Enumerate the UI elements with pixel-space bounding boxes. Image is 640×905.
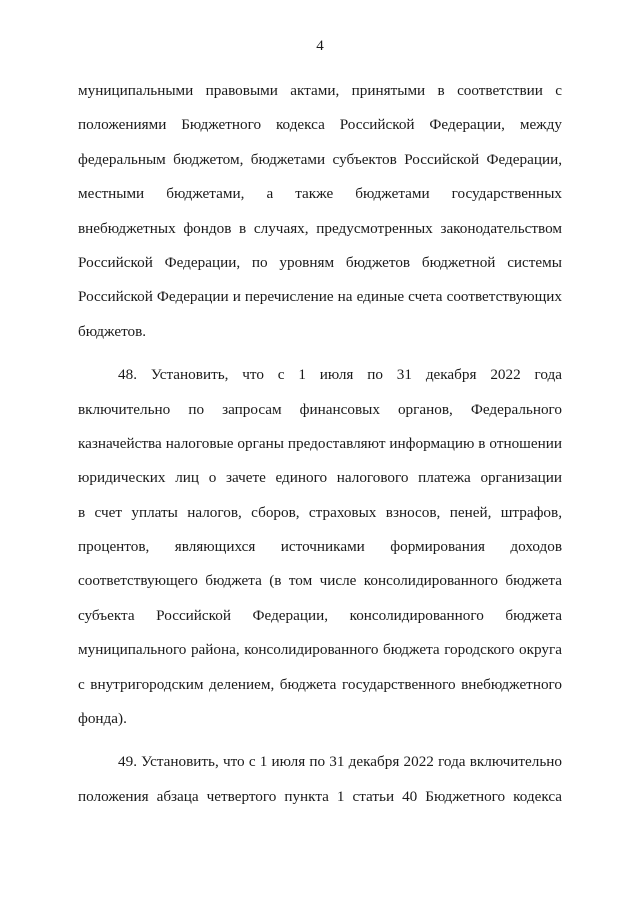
text-line: муниципального района, консолидированного бюджета городского округа	[78, 641, 562, 659]
text-line: 49. Установить, что с 1 июля по 31 декабря 2022 года включительно	[118, 753, 562, 771]
paragraph-gap	[78, 349, 562, 358]
paragraph-gap	[78, 736, 562, 745]
text-line: Российской Федерации, по уровням бюджетов бюджетной системы	[78, 253, 562, 271]
text-line: федеральным бюджетом, бюджетами субъектов Российской Федерации,	[78, 150, 562, 168]
paragraph-item-49	[78, 745, 562, 814]
text-line: положениями Бюджетного кодекса Российской Федерации, между	[78, 116, 562, 134]
text-line: бюджетов.	[78, 322, 147, 340]
text-line: юридических лиц о зачете единого налогового платежа организации	[78, 469, 562, 487]
text-line: с внутригородским делением, бюджета государственного внебюджетного	[78, 675, 562, 693]
text-line: положения абзаца четвертого пункта 1 статьи 40 Бюджетного кодекса	[78, 787, 562, 805]
text-line: в счет уплаты налогов, сборов, страховых взносов, пеней, штрафов,	[78, 503, 562, 521]
paragraph-continuation	[78, 74, 562, 349]
text-line: местными бюджетами, а также бюджетами государственных	[78, 185, 562, 203]
text-line: включительно по запросам финансовых органов, Федерального	[78, 400, 562, 418]
text-line: Российской Федерации и перечисление на единые счета соответствующих	[78, 288, 562, 306]
text-line: казначейства налоговые органы предоставляют информацию в отношении	[78, 434, 562, 452]
text-line: фонда).	[78, 710, 127, 728]
page-number: 4	[316, 38, 324, 54]
text-line: 48. Установить, что с 1 июля по 31 декабря 2022 года	[118, 366, 562, 384]
text-line: внебюджетных фондов в случаях, предусмотренных законодательством	[78, 219, 562, 237]
text-line: процентов, являющихся источниками формирования доходов	[78, 538, 562, 556]
text-line: соответствующего бюджета (в том числе консолидированного бюджета	[78, 572, 562, 590]
text-line: субъекта Российской Федерации, консолидированного бюджета	[78, 606, 562, 624]
paragraph-item-48	[78, 358, 562, 736]
document-body	[78, 74, 562, 814]
text-line: муниципальными правовыми актами, принятыми в соответствии с	[78, 82, 562, 99]
